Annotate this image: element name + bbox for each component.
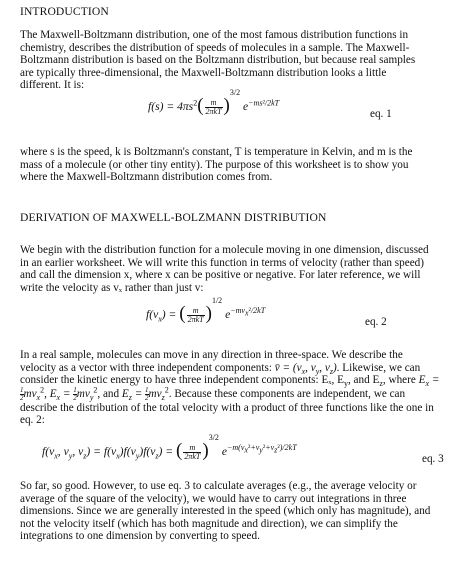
equation-1-label: eq. 1 <box>370 108 392 120</box>
intro-after-eq1: where s is the speed, k is Boltzmann's constant, T is temperature in Kelvin, and m is the mass of a molecule (or other tiny entity). The purpose of this worksheet is to show you where the Maxwell-Boltzmann distribution comes from. <box>20 146 413 184</box>
derivation-heading: DERIVATION OF MAXWELL-BOLZMANN DISTRIBUTION <box>20 211 327 224</box>
kinetic-energy-math: $E_x$ = $\frac{1}{2}mv_x^2$, $E_x$ = $\frac{1}{2}mv_y^2$, and $E_z$ = $\frac{1}{2}mv_z^2$ <box>20 374 440 403</box>
equation-3-label: eq. 3 <box>422 453 444 465</box>
intro-heading: INTRODUCTION <box>20 5 109 18</box>
derivation-paragraph-2: In a real sample, molecules can move in any direction in three-space. We describe the velocity as a vector with three independent components: v̄ = ($v_x$, $v_y$, $v_z$). Likewise, we can consider the kinetic energy to have three independent components: Eₓ, $E_y$, and $E_z$, where $E_x$ = $\frac{1}{2}mv_x^2$, $E_x$ = $\frac{1}{2}mv_y^2$, and $E_z$ = $\frac{1}{2}mv_z^2$. Because these components are independent, we can describe the distribution of the total velocity with a product of three functions like the one in eq. 2: <box>20 349 440 427</box>
velocity-vector-math: v̄ = ($v_x$, $v_y$, $v_z$) <box>274 361 337 376</box>
equation-2-label: eq. 2 <box>365 316 387 328</box>
derivation-paragraph-3: So far, so good. However, to use eq. 3 to calculate averages (e.g., the average velocity or average of the square of the velocity), we would have to carry out integrations in three dimensions. Since we are generally interested in the speed (which only has magnitude), and not the velocity itself (which has both magnitude and direction), we can simplify the integrations to one dimension by converting to speed. <box>20 480 431 543</box>
derivation-paragraph-1: We begin with the distribution function for a molecule moving in one dimension, discussed in an earlier worksheet. We will write this function in terms of velocity (rather than speed) and call the dimension x, where x can be positive or negative. For later reference, we will write the velocity as vₓ rather than just v: <box>20 244 429 294</box>
intro-paragraph: The Maxwell-Boltzmann distribution, one of the most famous distribution functions in chemistry, describes the distribution of speeds of molecules in a sample. The Maxwell-Boltzmann distribution is based on the Boltzmann distribution, but because real samples are typically three-dimensional, the Maxwell-Boltzmann distribution looks a little different. It is: <box>20 29 416 92</box>
